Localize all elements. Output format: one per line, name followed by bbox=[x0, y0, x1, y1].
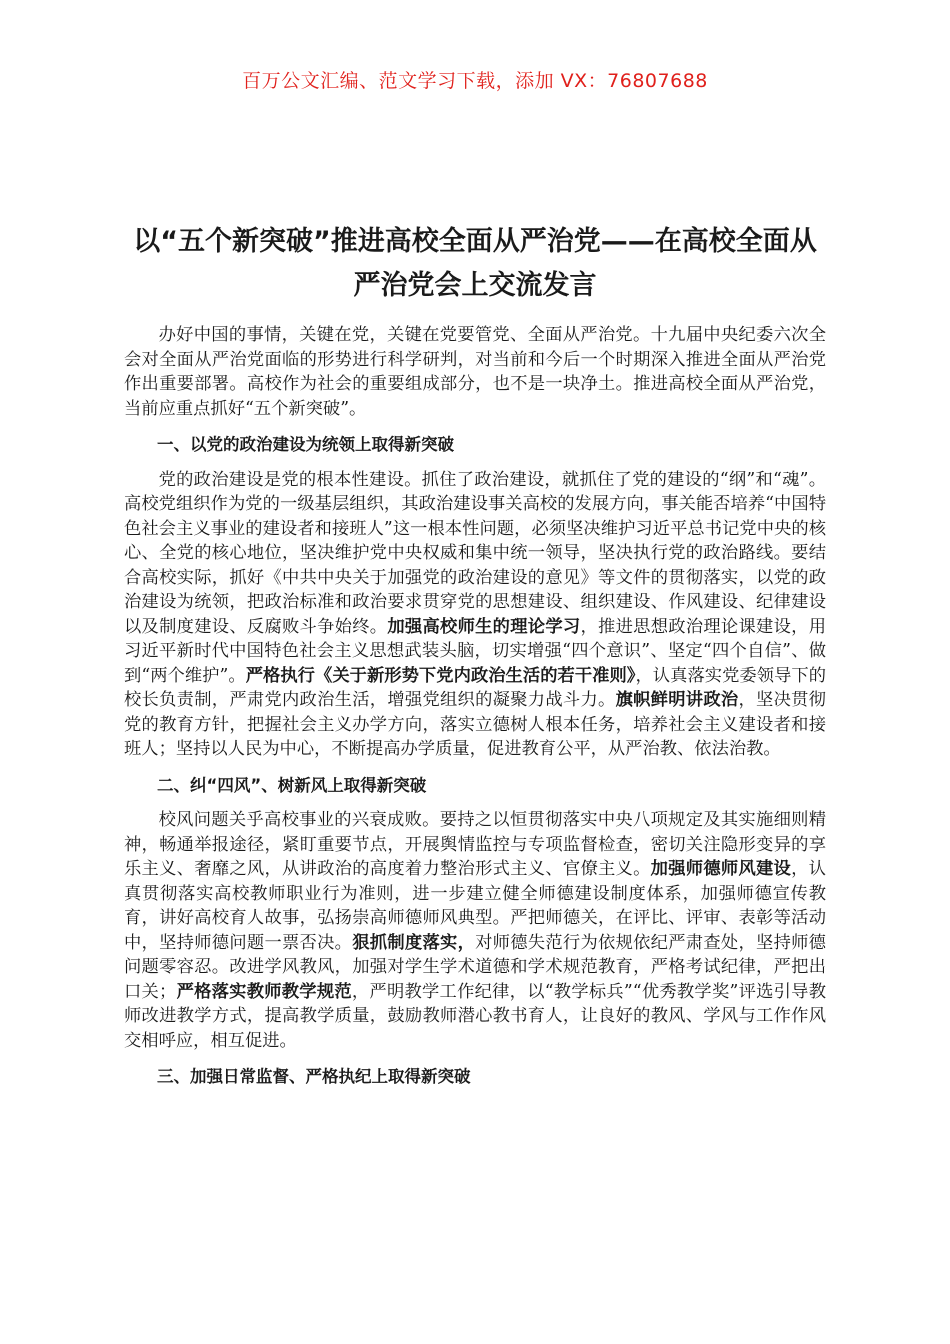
intro-paragraph: 办好中国的事情，关键在党，关键在党要管党、全面从严治党。十九届中央纪委六次全会对全面从严治党面临的形势进行科学研判，对当前和今后一个时期深入推进全面从严治党作出重要部署。高校作为社会的重要组成部分，也不是一块净土。推进高校全面从严治党，当前应重点抓好“五个新突破”。 bbox=[124, 325, 826, 419]
section-2-bold-3: 严格落实教师教学规范 bbox=[176, 981, 352, 1002]
section-1-bold-2: 严格执行《关于新形势下党内政治生活的若干准则》 bbox=[245, 665, 636, 686]
section-2-text-2: ，认真贯彻落实高校教师职业行为准则，进一步建立健全师德建设制度体系，加强师德宣传教育，讲好高校育人故事，弘扬崇高师德师风典型。严把师德关，在评比、评审、表彰等活动中，坚持师德问题一票否决。 bbox=[124, 859, 826, 953]
section-2-bold-2: 狠抓制度落实， bbox=[352, 932, 476, 953]
section-1-paragraph bbox=[124, 468, 826, 762]
section-1-bold-3: 旗帜鲜明讲政治 bbox=[615, 690, 739, 710]
section-1-text-4: ，坚决贯彻党的教育方针，把握社会主义办学方向，落实立德树人根本任务，培养社会主义建设者和接班人；坚持以人民为中心，不断提高办学质量，促进教育公平，从严治教、依法治教。 bbox=[124, 690, 826, 759]
section-1-heading: 一、以党的政治建设为统领上取得新突破 bbox=[157, 435, 454, 454]
section-1-bold-1: 加强高校师生的理论学习 bbox=[387, 616, 581, 637]
section-2-text-1: 校风问题关乎高校事业的兴衰成败。要持之以恒贯彻落实中央八项规定及其实施细则精神，畅通举报途径，紧盯重要节点，开展舆情监控与专项监督检查，密切关注隐形变异的享乐主义、奢靡之风，从讲政治的高度着力整治形式主义、官僚主义。 bbox=[124, 810, 826, 879]
section-2-bold-1: 加强师德师风建设 bbox=[650, 859, 792, 879]
section-2-text-4: ，严明教学工作纪律，以“教学标兵”“优秀教学奖”评选引导教师改进教学方式，提高教学质量，鼓励教师潜心教书育人，让良好的教风、学风与工作作风交相呼应，相互促进。 bbox=[124, 981, 826, 1051]
section-2-paragraph bbox=[124, 808, 826, 1053]
section-2-text-3: 对师德失范行为依规依纪严肃查处，坚持师德问题零容忍。改进学风教风，加强对学生学术道德和学术规范教育，严格考试纪律，严把出口关； bbox=[124, 932, 826, 1002]
page-header-banner: 百万公文汇编、范文学习下载，添加 VX：76807688 bbox=[242, 70, 708, 92]
document-body bbox=[124, 323, 826, 1100]
section-1-text-2: ，推进思想政治理论课建设，用习近平新时代中国特色社会主义思想武装头脑，切实增强“四个意识”、坚定“四个自信”、做到“两个维护”。 bbox=[124, 616, 826, 686]
section-1-text-3: ，认真落实党委领导下的校长负责制，严肃党内政治生活，增强党组织的凝聚力战斗力。 bbox=[124, 665, 826, 710]
section-1-text-1: 党的政治建设是党的根本性建设。抓住了政治建设，就抓住了党的建设的“纲”和“魂”。高校党组织作为党的一级基层组织，其政治建设事关高校的发展方向，事关能否培养“中国特色社会主义事业的建设者和接班人”这一根本性问题，必须坚决维护习近平总书记党中央的核心、全党的核心地位，坚决维护党中央权威和集中统一领导，坚决执行党的政治路线。要结合高校实际，抓好《中共中央关于加强党的政治建设的意见》等文件的贯彻落实，以党的政治建设为统领，把政治标准和政治要求贯穿党的思想建设、组织建设、作风建设、纪律建设以及制度建设、反腐败斗争始终。 bbox=[124, 469, 826, 637]
section-3-heading: 三、加强日常监督、严格执纪上取得新突破 bbox=[157, 1067, 471, 1086]
section-2-heading: 二、纠“四风”、树新风上取得新突破 bbox=[157, 775, 427, 795]
document-title: 以“五个新突破”推进高校全面从严治党——在高校全面从严治党会上交流发言 bbox=[133, 226, 817, 301]
